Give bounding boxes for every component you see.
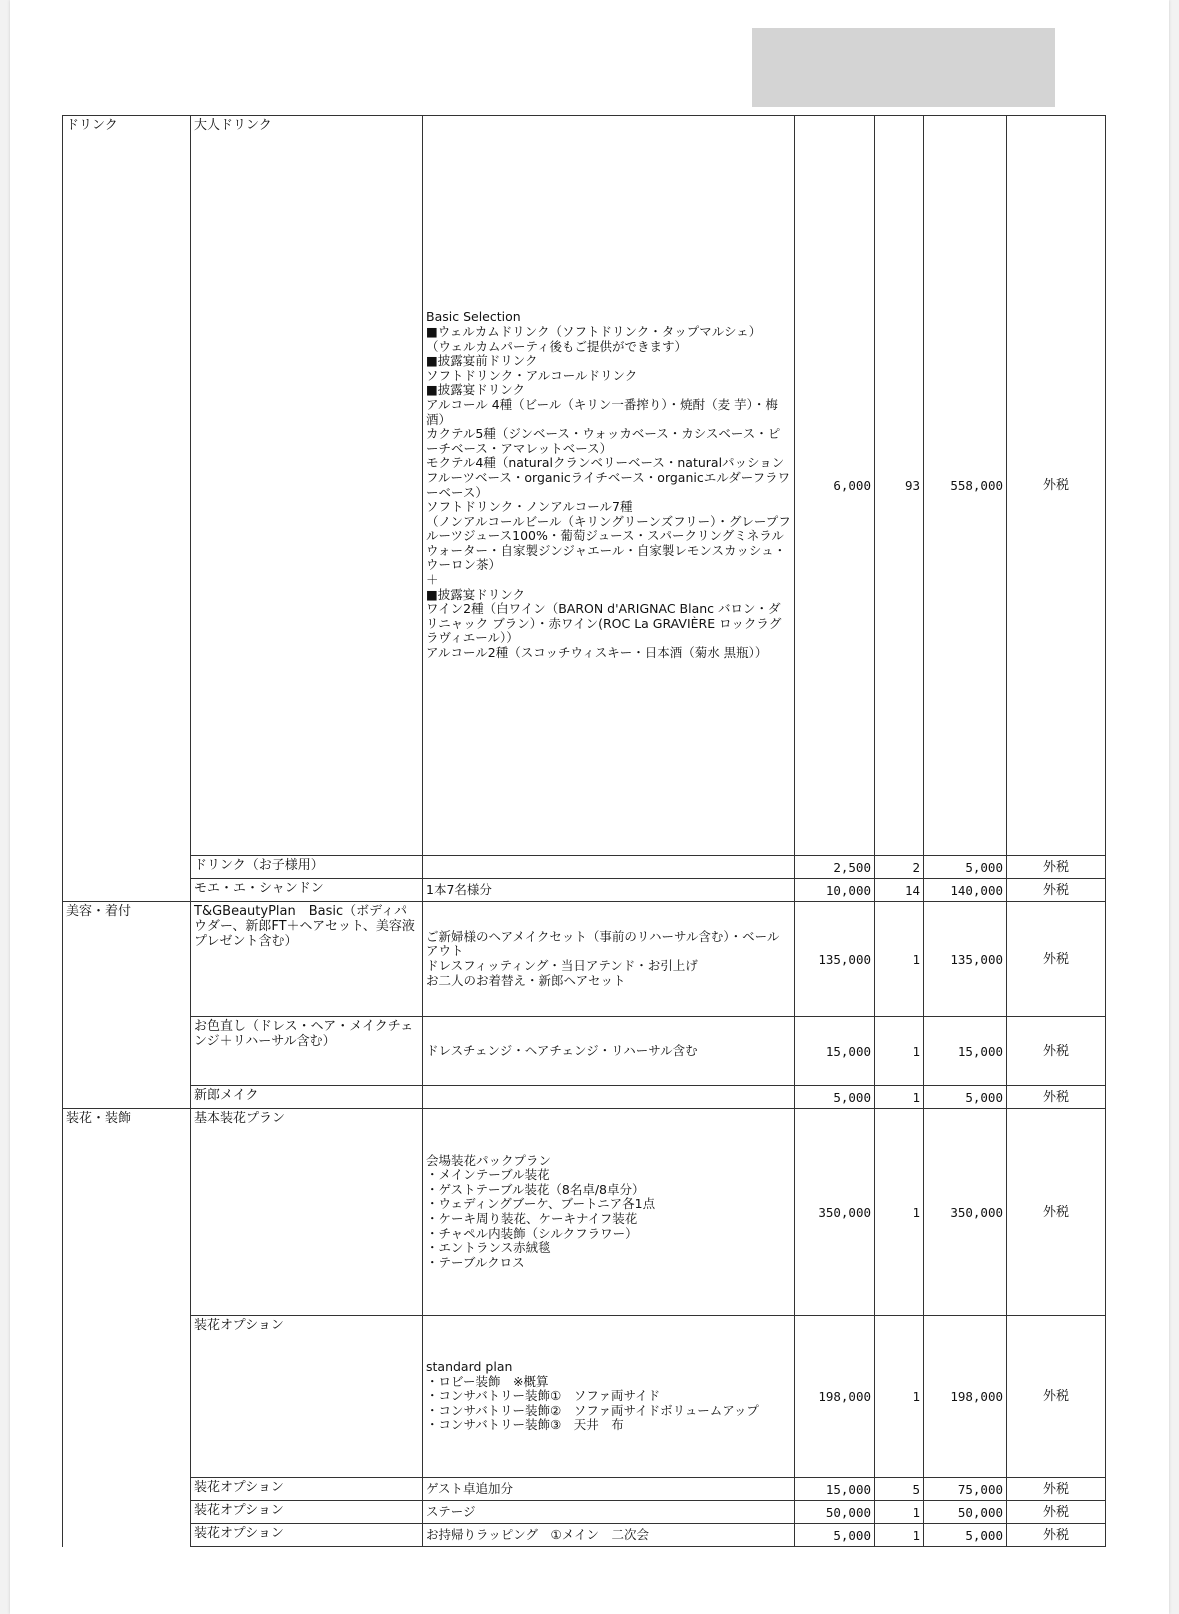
table-row bbox=[63, 856, 1106, 879]
item-cell: お色直し（ドレス・ヘア・メイクチェンジ＋リハーサル含む） bbox=[191, 1017, 423, 1086]
tax-cell: 外税 bbox=[1007, 1501, 1106, 1524]
item-cell: モエ・エ・シャンドン bbox=[191, 879, 423, 902]
item-cell: ドリンク（お子様用） bbox=[191, 856, 423, 879]
quantity-cell: 1 bbox=[875, 1086, 924, 1109]
description-cell: 会場装花パックプラン ・メインテーブル装花 ・ゲストテーブル装花（8名卓/8卓分） ・ウェディングブーケ、ブートニア各1点 ・ケーキ周り装花、ケーキナイフ装花 ・チャペル内装飾（シルクフラワー） ・エントランス赤絨毯 ・テーブルクロス bbox=[423, 1109, 795, 1316]
tax-cell: 外税 bbox=[1007, 879, 1106, 902]
quantity-cell: 14 bbox=[875, 879, 924, 902]
item-cell: 装花オプション bbox=[191, 1501, 423, 1524]
description-cell: ドレスチェンジ・ヘアチェンジ・リハーサル含む bbox=[423, 1017, 795, 1086]
item-cell: 装花オプション bbox=[191, 1316, 423, 1478]
table-row bbox=[63, 1316, 1106, 1478]
tax-cell: 外税 bbox=[1007, 1524, 1106, 1547]
tax-cell: 外税 bbox=[1007, 1478, 1106, 1501]
table-row bbox=[63, 1109, 1106, 1316]
tax-cell: 外税 bbox=[1007, 116, 1106, 856]
amount-cell: 5,000 bbox=[924, 1524, 1007, 1547]
unit-price-cell: 15,000 bbox=[795, 1017, 875, 1086]
table-row bbox=[63, 1017, 1106, 1086]
amount-cell: 50,000 bbox=[924, 1501, 1007, 1524]
quantity-cell: 1 bbox=[875, 1524, 924, 1547]
table-row bbox=[63, 1086, 1106, 1109]
unit-price-cell: 10,000 bbox=[795, 879, 875, 902]
table-row bbox=[63, 1524, 1106, 1547]
amount-cell: 5,000 bbox=[924, 856, 1007, 879]
table-row bbox=[63, 902, 1106, 1017]
category-cell: 美容・着付 bbox=[63, 902, 191, 1109]
description-cell: ゲスト卓追加分 bbox=[423, 1478, 795, 1501]
quantity-cell: 2 bbox=[875, 856, 924, 879]
table-row bbox=[63, 1501, 1106, 1524]
tax-cell: 外税 bbox=[1007, 1316, 1106, 1478]
unit-price-cell: 5,000 bbox=[795, 1086, 875, 1109]
item-cell: 装花オプション bbox=[191, 1478, 423, 1501]
amount-cell: 75,000 bbox=[924, 1478, 1007, 1501]
item-cell: 新郎メイク bbox=[191, 1086, 423, 1109]
unit-price-cell: 198,000 bbox=[795, 1316, 875, 1478]
estimate-table bbox=[62, 115, 1106, 1547]
item-cell: 基本装花プラン bbox=[191, 1109, 423, 1316]
amount-cell: 15,000 bbox=[924, 1017, 1007, 1086]
item-cell: 大人ドリンク bbox=[191, 116, 423, 856]
amount-cell: 140,000 bbox=[924, 879, 1007, 902]
item-cell: T&GBeautyPlan Basic（ボディパウダー、新郎FT＋ヘアセット、美容液プレゼント含む） bbox=[191, 902, 423, 1017]
table-row bbox=[63, 116, 1106, 856]
amount-cell: 135,000 bbox=[924, 902, 1007, 1017]
description-cell: standard plan ・ロビー装飾 ※概算 ・コンサバトリー装飾① ソファ両サイド ・コンサバトリー装飾② ソファ両サイドボリュームアップ ・コンサバトリー装飾③ 天井 布 bbox=[423, 1316, 795, 1478]
item-cell: 装花オプション bbox=[191, 1524, 423, 1547]
amount-cell: 558,000 bbox=[924, 116, 1007, 856]
quantity-cell: 1 bbox=[875, 1109, 924, 1316]
quantity-cell: 5 bbox=[875, 1478, 924, 1501]
description-cell bbox=[423, 1086, 795, 1109]
description-cell: Basic Selection ■ウェルカムドリンク（ソフトドリンク・タップマルシェ） （ウェルカムパーティ後もご提供ができます） ■披露宴前ドリンク ソフトドリンク・アルコールドリンク ■披露宴ドリンク アルコール 4種（ビール（キリン一番搾り）・焼酎（麦 芋）・梅酒） カクテル5種（ジンベース・ウォッカベース・カシスベース・ピーチベース・アマレットベース） モクテル4種（naturalクランベリーベース・naturalパッションフルーツベース・organicライチベース・organicエルダーフラワーベース） ソフトドリンク・ノンアルコール7種 （ノンアルコールビール（キリングリーンズフリー）・グレープフルーツジュース100%・葡萄ジュース・スパークリングミネラルウォーター・自家製ジンジャエール・自家製レモンスカッシュ・ウーロン茶） ＋ ■披露宴ドリンク ワイン2種（白ワイン（BARON d'ARIGNAC Blanc バロン・ダリニャック ブラン）・赤ワイン(ROC La GRAVIÈRE ロックラグラヴィエール）） アルコール2種（スコッチウィスキー・日本酒（菊水 黒瓶）） bbox=[423, 116, 795, 856]
description-cell: お持帰りラッピング ①メイン 二次会 bbox=[423, 1524, 795, 1547]
quantity-cell: 1 bbox=[875, 1017, 924, 1086]
quantity-cell: 1 bbox=[875, 1501, 924, 1524]
quantity-cell: 1 bbox=[875, 1316, 924, 1478]
tax-cell: 外税 bbox=[1007, 902, 1106, 1017]
description-cell: ステージ bbox=[423, 1501, 795, 1524]
category-cell: 装花・装飾 bbox=[63, 1109, 191, 1547]
unit-price-cell: 50,000 bbox=[795, 1501, 875, 1524]
tax-cell: 外税 bbox=[1007, 1086, 1106, 1109]
table-row bbox=[63, 1478, 1106, 1501]
unit-price-cell: 15,000 bbox=[795, 1478, 875, 1501]
unit-price-cell: 350,000 bbox=[795, 1109, 875, 1316]
description-cell bbox=[423, 856, 795, 879]
unit-price-cell: 6,000 bbox=[795, 116, 875, 856]
table-row bbox=[63, 879, 1106, 902]
redacted-block bbox=[752, 28, 1055, 107]
unit-price-cell: 2,500 bbox=[795, 856, 875, 879]
amount-cell: 198,000 bbox=[924, 1316, 1007, 1478]
quantity-cell: 1 bbox=[875, 902, 924, 1017]
description-cell: 1本7名様分 bbox=[423, 879, 795, 902]
category-cell: ドリンク bbox=[63, 116, 191, 902]
tax-cell: 外税 bbox=[1007, 856, 1106, 879]
amount-cell: 5,000 bbox=[924, 1086, 1007, 1109]
quantity-cell: 93 bbox=[875, 116, 924, 856]
description-cell: ご新婦様のヘアメイクセット（事前のリハーサル含む）・ベールアウト ドレスフィッティング・当日アテンド・お引上げ お二人のお着替え・新郎ヘアセット bbox=[423, 902, 795, 1017]
unit-price-cell: 5,000 bbox=[795, 1524, 875, 1547]
tax-cell: 外税 bbox=[1007, 1109, 1106, 1316]
document-page bbox=[10, 0, 1169, 1614]
tax-cell: 外税 bbox=[1007, 1017, 1106, 1086]
amount-cell: 350,000 bbox=[924, 1109, 1007, 1316]
unit-price-cell: 135,000 bbox=[795, 902, 875, 1017]
